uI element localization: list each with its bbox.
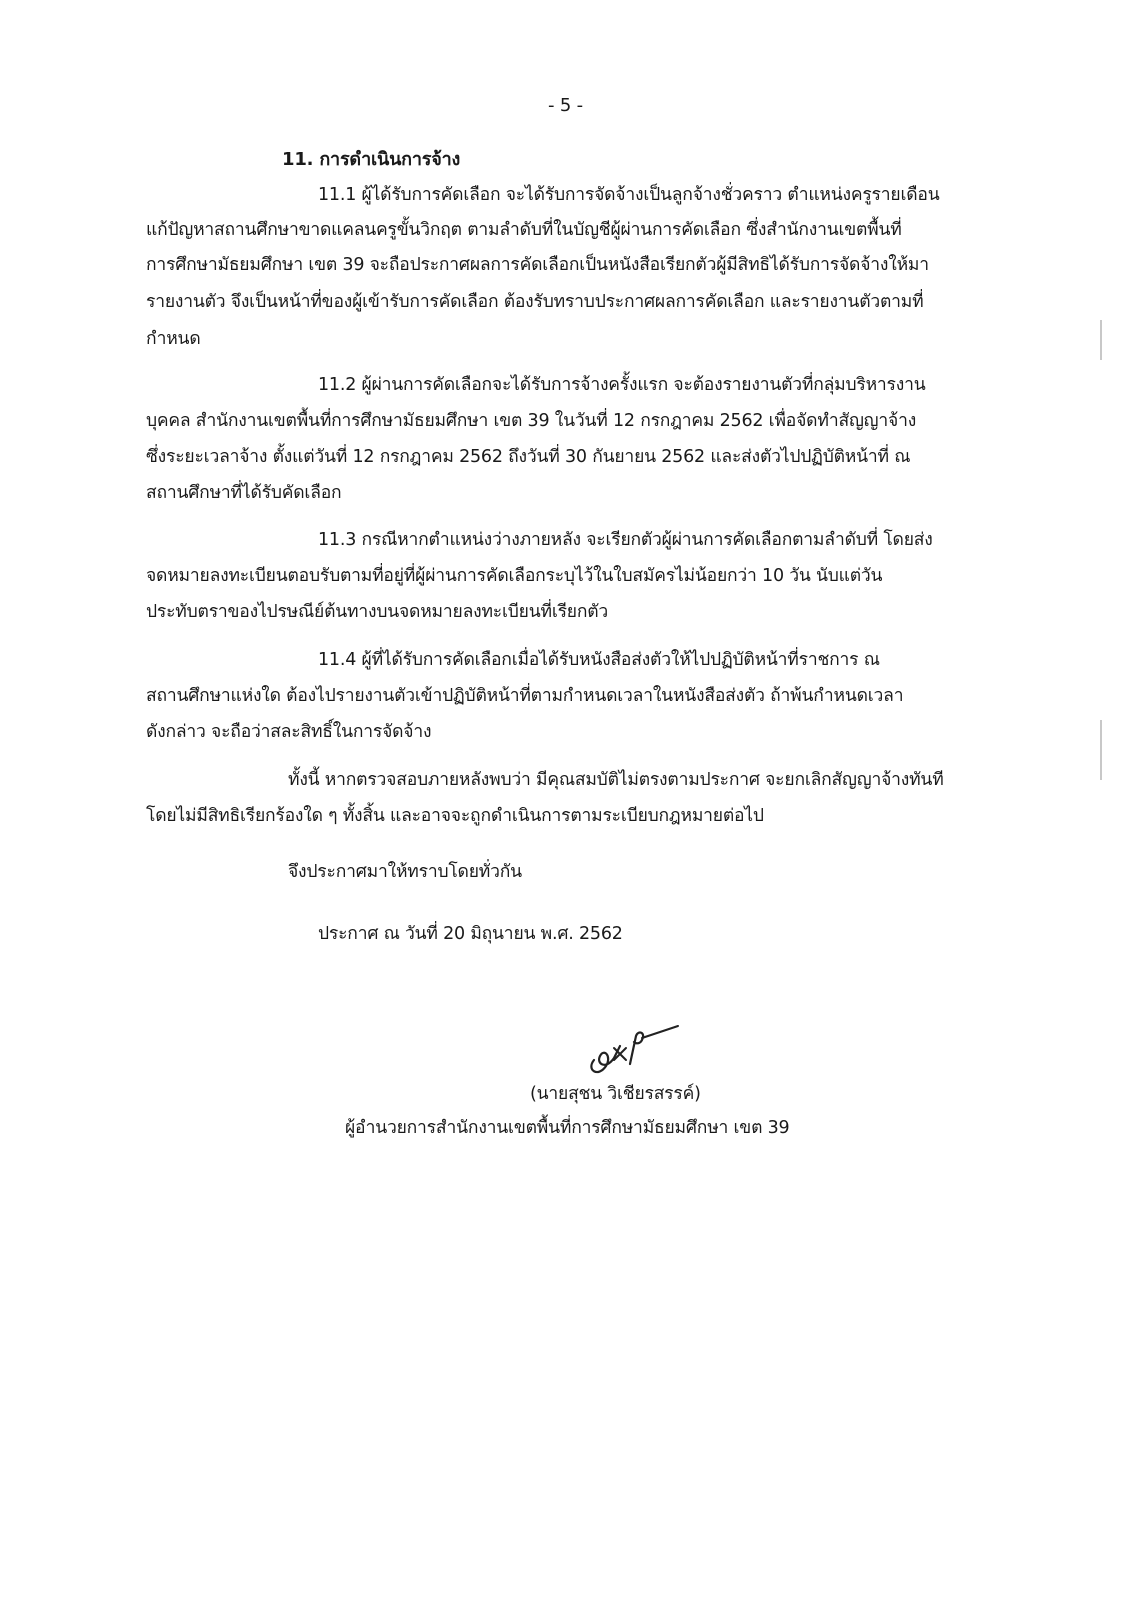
paragraph-line: สถานศึกษาแห่งใด ต้องไปรายงานตัวเข้าปฏิบัติหน้าที่ตามกำหนดเวลาในหนังสือส่งตัว ถ้าพ้นกำหนดเวลา [146,686,904,706]
date-line: ประกาศ ณ วันที่ 20 มิถุนายน พ.ศ. 2562 [318,924,623,944]
scan-mark [1100,720,1102,780]
paragraph-line: ประทับตราของไปรษณีย์ต้นทางบนจดหมายลงทะเบียนที่เรียกตัว [146,602,609,622]
paragraph-line: ดังกล่าว จะถือว่าสละสิทธิ์ในการจัดจ้าง [146,722,432,742]
paragraph-line: ทั้งนี้ หากตรวจสอบภายหลังพบว่า มีคุณสมบัติไม่ตรงตามประกาศ จะยกเลิกสัญญาจ้างทันที [288,770,944,790]
paragraph-line: แก้ปัญหาสถานศึกษาขาดแคลนครูขั้นวิกฤต ตามลำดับที่ในบัญชีผู้ผ่านการคัดเลือก ซึ่งสำนักงานเขตพื้นที่ [146,220,902,240]
paragraph-line: 11.2 ผู้ผ่านการคัดเลือกจะได้รับการจ้างครั้งแรก จะต้องรายงานตัวที่กลุ่มบริหารงาน [318,375,926,395]
paragraph-line: 11.3 กรณีหากตำแหน่งว่างภายหลัง จะเรียกตัวผู้ผ่านการคัดเลือกตามลำดับที่ โดยส่ง [318,530,933,550]
paragraph-line: 11.4 ผู้ที่ได้รับการคัดเลือกเมื่อได้รับหนังสือส่งตัวให้ไปปฏิบัติหน้าที่ราชการ ณ [318,650,880,670]
page-number: - 5 - [548,95,583,116]
section-heading: 11. การดำเนินการจ้าง [282,149,461,170]
paragraph-line: รายงานตัว จึงเป็นหน้าที่ของผู้เข้ารับการคัดเลือก ต้องรับทราบประกาศผลการคัดเลือก และรายงานตัวตามที่ [146,292,924,312]
handwritten-signature [580,1020,690,1080]
paragraph-line: โดยไม่มีสิทธิเรียกร้องใด ๆ ทั้งสิ้น และอาจจะถูกดำเนินการตามระเบียบกฎหมายต่อไป [146,806,764,826]
signatory-title: ผู้อำนวยการสำนักงานเขตพื้นที่การศึกษามัธยมศึกษา เขต 39 [345,1118,790,1138]
paragraph-line: กำหนด [146,329,201,349]
paragraph-line: สถานศึกษาที่ได้รับคัดเลือก [146,483,342,503]
announcement-line: จึงประกาศมาให้ทราบโดยทั่วกัน [288,862,522,882]
signatory-name: (นายสุชน วิเชียรสรรค์) [530,1084,701,1104]
paragraph-line: ซึ่งระยะเวลาจ้าง ตั้งแต่วันที่ 12 กรกฎาคม 2562 ถึงวันที่ 30 กันยายน 2562 และส่งตัวไปปฏิบัติหน้าที่ ณ [146,447,911,467]
paragraph-line: บุคคล สำนักงานเขตพื้นที่การศึกษามัธยมศึกษา เขต 39 ในวันที่ 12 กรกฎาคม 2562 เพื่อจัดทำสัญญาจ้าง [146,411,917,431]
scan-mark [1100,320,1102,360]
paragraph-line: 11.1 ผู้ได้รับการคัดเลือก จะได้รับการจัดจ้างเป็นลูกจ้างชั่วคราว ตำแหน่งครูรายเดือน [318,185,940,205]
paragraph-line: จดหมายลงทะเบียนตอบรับตามที่อยู่ที่ผู้ผ่านการคัดเลือกระบุไว้ในใบสมัครไม่น้อยกว่า 10 วัน นับแต่วัน [146,566,883,586]
paragraph-line: การศึกษามัธยมศึกษา เขต 39 จะถือประกาศผลการคัดเลือกเป็นหนังสือเรียกตัวผู้มีสิทธิได้รับการจัดจ้างให้มา [146,255,929,275]
